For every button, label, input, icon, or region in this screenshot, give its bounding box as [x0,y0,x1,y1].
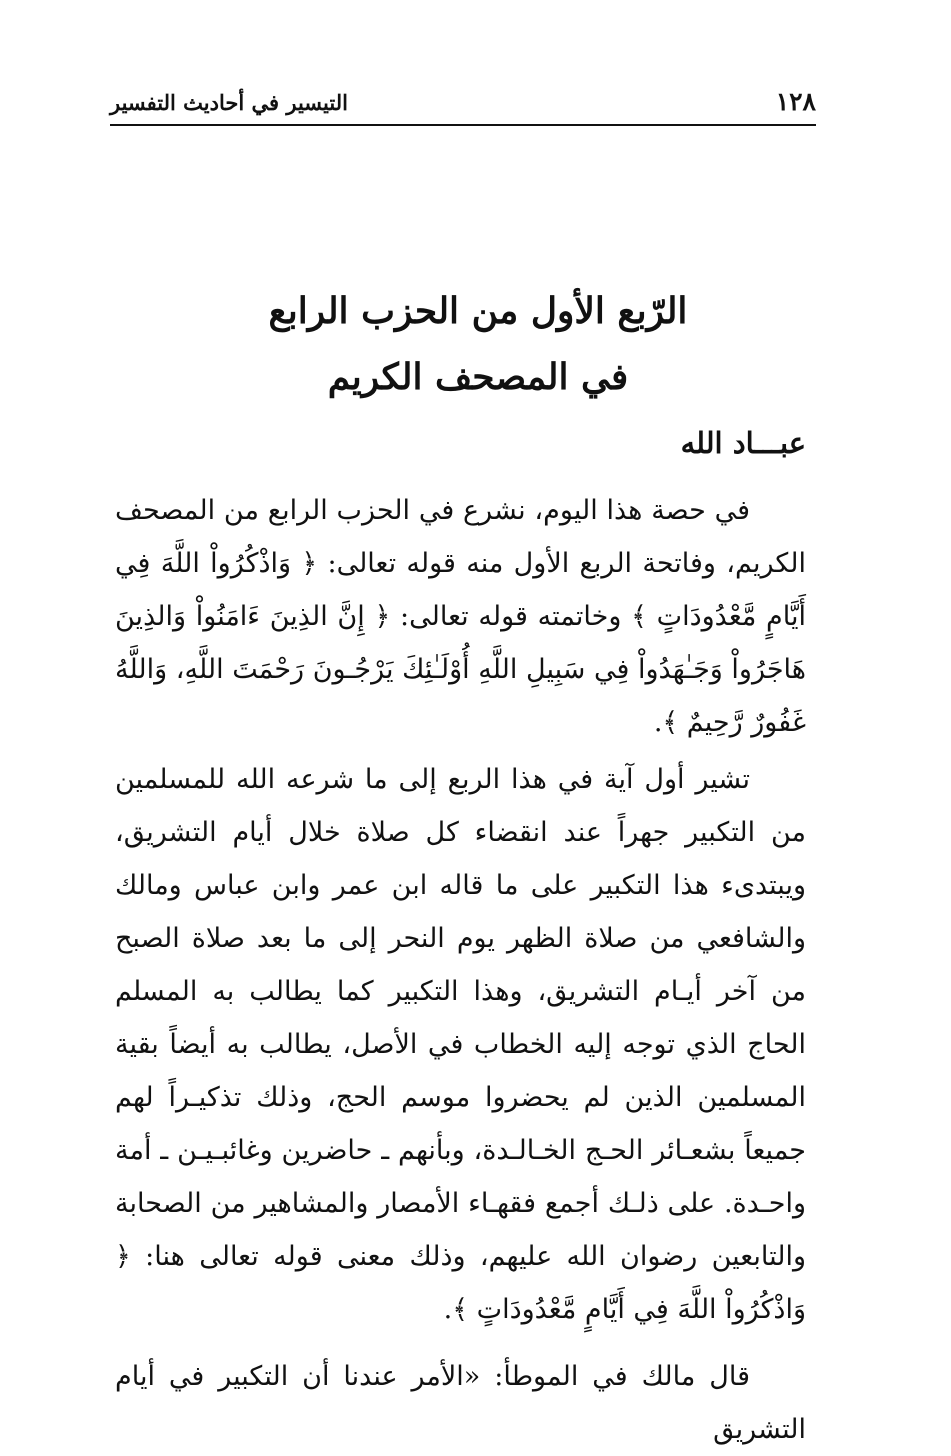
book-title: التيسير في أحاديث التفسير [110,90,348,115]
running-header [110,86,816,126]
paragraph: في حصة هذا اليوم، نشرع في الحزب الرابع من المصحف الكريم، وفاتحة الربع الأول منه قوله تعالى: ﴿ وَاذْكُرُواْ اللَّهَ فِي أَيَّامٍ مَّعْدُودَاتٍ ﴾ وخاتمته قوله تعالى: ﴿ إِنَّ الذِينَ ءَامَنُواْ وَالذِينَ هَاجَرُواْ وَجَـٰهَدُواْ فِي سَبِيلِ اللَّهِ أُوْلَـٰئِكَ يَرْجُـونَ رَحْمَتَ اللَّهِ، وَاللَّهُ غَفُورٌ رَّحِيمٌ ﴾. [115,495,806,738]
paragraph: قال مالك في الموطأ: «الأمر عندنا أن التكبير في أيام التشريق [115,1361,806,1445]
page-number: ١٢٨ [775,87,816,116]
address-heading: عبـــاد الله [680,426,806,460]
body-text [115,484,806,1456]
paragraph: تشير أول آية في هذا الربع إلى ما شرعه الله للمسلمين من التكبير جهراً عند انقضاء كل صلاة خلال أيام التشريق، ويبتدىء هذا التكبير على ما قاله ابن عمر وابن عباس ومالك والشافعي من صلاة الظهر يوم النحر إلى ما بعد صلاة الصبح من آخر أيـام التشريق، وهذا التكبير كما يطالب به المسلم الحاج الذي توجه إليه الخطاب في الأصل، يطالب به أيضاً بقية المسلمين الذين لم يحضروا موسم الحج، وذلك تذكيـراً لهم جميعاً بشعـائر الحـج الخـالـدة، وبأنهم ـ حاضرين وغائبـيـن ـ أمة واحـدة. على ذلـك أجمع فقهـاء الأمصار والمشاهير من الصحابة والتابعين رضوان الله عليهم، وذلك معنى قوله تعالى هنا: ﴿ وَاذْكُرُواْ اللَّهَ فِي أَيَّامٍ مَّعْدُودَاتٍ ﴾. [115,764,806,1325]
chapter-title [150,278,806,410]
chapter-title-line-2: في المصحف الكريم [327,356,629,398]
chapter-title-line-1: الرّبع الأول من الحزب الرابع [268,290,688,332]
